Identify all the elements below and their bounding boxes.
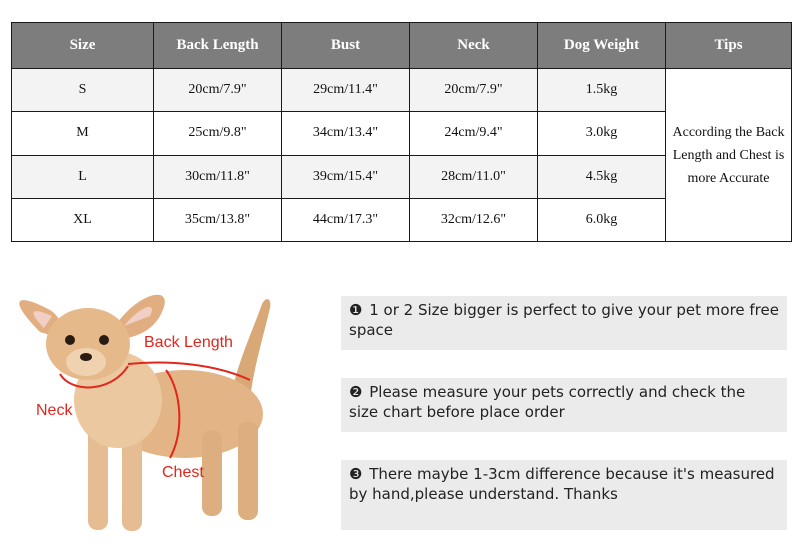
dog-leg: [202, 430, 222, 516]
cell-dog-weight: 4.5kg: [538, 155, 666, 198]
dog-muzzle: [66, 348, 106, 376]
note-measure-correctly: [341, 378, 787, 432]
header-tips: Tips: [666, 23, 792, 69]
note-size-advice: [341, 296, 787, 350]
cell-size: L: [12, 155, 154, 198]
cell-back-length: 30cm/11.8": [154, 155, 282, 198]
tips-cell: According the Back Length and Chest is more Accurate: [666, 69, 792, 242]
header-size: Size: [12, 23, 154, 69]
header-bust: Bust: [282, 23, 410, 69]
note-number: ❷: [349, 383, 363, 401]
cell-bust: 44cm/17.3": [282, 198, 410, 241]
back-length-label: Back Length: [144, 334, 233, 351]
cell-neck: 20cm/7.9": [410, 69, 538, 112]
cell-back-length: 25cm/9.8": [154, 112, 282, 155]
note-number: ❶: [349, 301, 363, 319]
table-row: [12, 69, 792, 112]
cell-size: XL: [12, 198, 154, 241]
cell-back-length: 20cm/7.9": [154, 69, 282, 112]
neck-label: Neck: [36, 402, 73, 419]
cell-neck: 24cm/9.4": [410, 112, 538, 155]
dog-eye: [65, 335, 75, 345]
header-back-length: Back Length: [154, 23, 282, 69]
dog-eye: [99, 335, 109, 345]
header-neck: Neck: [410, 23, 538, 69]
cell-neck: 32cm/12.6": [410, 198, 538, 241]
cell-bust: 39cm/15.4": [282, 155, 410, 198]
cell-dog-weight: 1.5kg: [538, 69, 666, 112]
chest-label: Chest: [162, 464, 204, 481]
cell-dog-weight: 3.0kg: [538, 112, 666, 155]
cell-neck: 28cm/11.0": [410, 155, 538, 198]
dog-nose: [80, 353, 92, 361]
dog-measurement-diagram: [0, 282, 320, 555]
note-text: 1 or 2 Size bigger is perfect to give your pet more free space: [349, 301, 779, 339]
size-chart-table: [11, 22, 792, 242]
cell-size: S: [12, 69, 154, 112]
header-dog-weight: Dog Weight: [538, 23, 666, 69]
note-number: ❸: [349, 465, 363, 483]
cell-bust: 29cm/11.4": [282, 69, 410, 112]
table-header-row: [12, 23, 792, 69]
cell-back-length: 35cm/13.8": [154, 198, 282, 241]
note-text: Please measure your pets correctly and check the size chart before place order: [349, 383, 746, 421]
cell-bust: 34cm/13.4": [282, 112, 410, 155]
cell-dog-weight: 6.0kg: [538, 198, 666, 241]
cell-size: M: [12, 112, 154, 155]
note-difference: [341, 460, 787, 530]
note-text: There maybe 1-3cm difference because it's measured by hand,please understand. Thanks: [349, 465, 775, 503]
dog-leg: [238, 422, 258, 520]
